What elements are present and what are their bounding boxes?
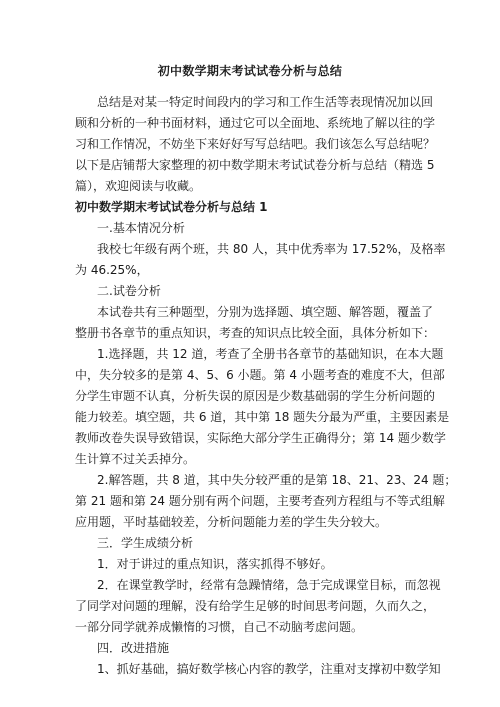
paragraph-line: 1．对于讲过的重点知识，落实抓得不够好。 — [97, 557, 333, 571]
paragraph-line: 整册书各章节的重点知识，考查的知识点比较全面，具体分析如下： — [75, 326, 436, 340]
paragraph-line: 本试卷共有三种题型，分别为选择题、填空题、解答题，覆盖了 — [97, 305, 434, 319]
paragraph-line: 我校七年级有两个班，共 80 人，其中优秀率为 17.52%，及格率 — [97, 242, 446, 256]
paragraph-line: 顾和分析的一种书面材料，通过它可以全面地、系统地了解以往的学 — [75, 116, 436, 130]
paragraph-line: 为 46.25%， — [75, 263, 149, 277]
paragraph-line: 中，失分较多的是第 4、5、6 小题。第 4 小题考查的难度不大，但部 — [75, 368, 445, 382]
subheading: 三．学生成绩分析 — [97, 536, 194, 550]
paragraph-line: 应用题，平时基础较差，分析问题能力差的学生失分较大。 — [75, 515, 388, 529]
document-title: 初中数学期末考试试卷分析与总结 — [157, 64, 343, 78]
paragraph-line: 篇），欢迎阅读与收藏。 — [75, 179, 202, 193]
paragraph-line: 1、抓好基础，搞好数学核心内容的教学，注重对支撑初中数学知 — [97, 662, 441, 676]
subheading: 四．改进措施 — [97, 641, 170, 655]
paragraph-line: 第 21 题和第 24 题分别有两个问题，主要考查列方程组与不等式组解 — [75, 494, 445, 508]
paragraph-line: 以下是店铺帮大家整理的初中数学期末考试试卷分析与总结（精选 5 — [75, 158, 435, 172]
subheading: 一.基本情况分析 — [97, 221, 185, 235]
subheading: 二.试卷分析 — [97, 284, 161, 298]
paragraph-line: 能力较差。填空题，共 6 道，其中第 18 题失分最为严重，主要因素是 — [75, 410, 450, 424]
paragraph-line: 2．在课堂教学时，经常有急躁情绪，急于完成课堂目标，而忽视 — [97, 578, 441, 592]
paragraph-line: 分学生审题不认真，分析失误的原因是少数基础弱的学生分析问题的 — [75, 389, 436, 403]
paragraph-line: 一部分同学就养成懒惰的习惯，自己不动脑考虑问题。 — [75, 620, 364, 634]
paragraph-line: 教师改卷失误导致错误，实际绝大部分学生正确得分；第 14 题少数学 — [75, 431, 446, 445]
paragraph-line: 了同学对问题的理解，没有给学生足够的时间思考问题，久而久之， — [75, 599, 436, 613]
paragraph-line: 1.选择题，共 12 道，考查了全册书各章节的基础知识，在本大题 — [97, 347, 444, 361]
paragraph-line: 2.解答题，共 8 道，其中失分较严重的是第 18、21、23、24 题； — [97, 473, 457, 487]
paragraph-line: 习和工作情况，不妨坐下来好好写写总结吧。我们该怎么写总结呢？ — [75, 137, 436, 151]
paragraph-line: 生计算不过关丢掉分。 — [75, 452, 196, 466]
section-heading: 初中数学期末考试试卷分析与总结 1 — [75, 200, 268, 214]
paragraph-line: 总结是对某一特定时间段内的学习和工作生活等表现情况加以回 — [97, 95, 434, 109]
